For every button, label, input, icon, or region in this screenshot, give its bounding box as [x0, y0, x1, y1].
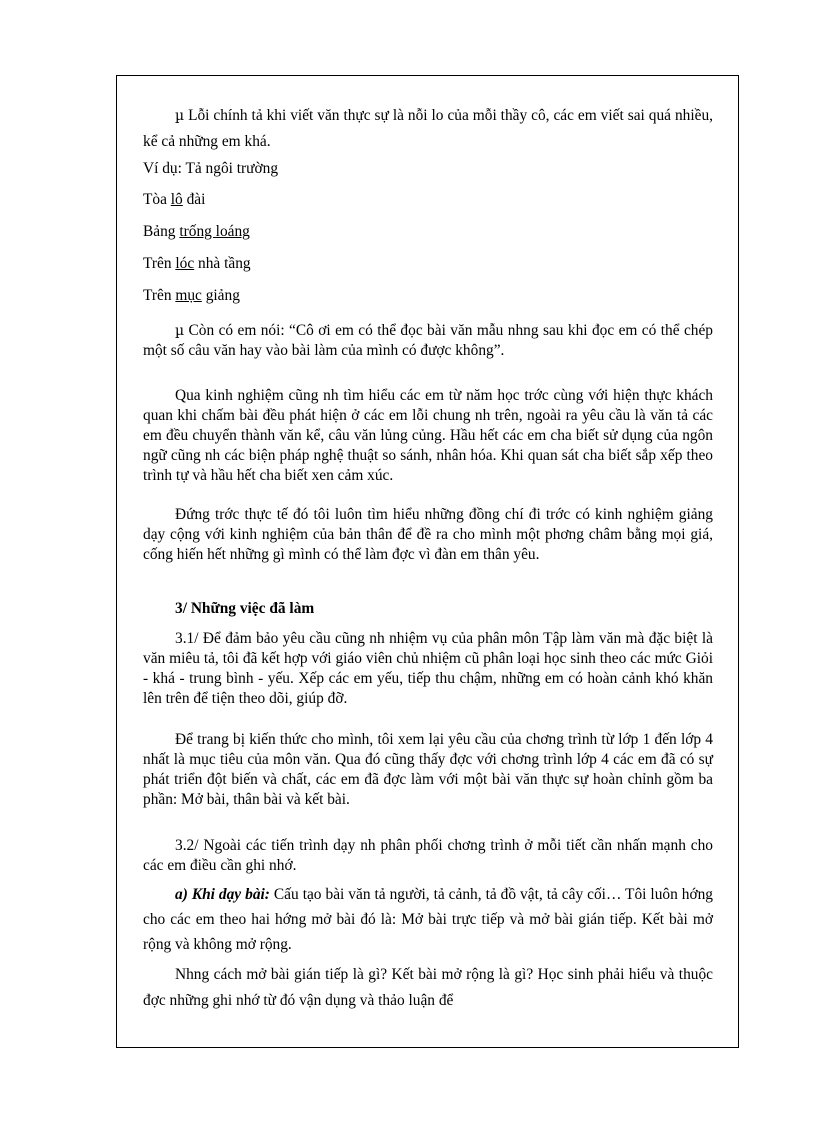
- bullet-symbol: µ: [175, 323, 185, 339]
- example-line-3: Trên lóc nhà tầng: [143, 255, 251, 272]
- teaching-label: a) Khi dạy bài:: [175, 886, 270, 903]
- misspelled-word: mục: [175, 287, 202, 304]
- example-line-4: Trên mục giảng: [143, 287, 240, 304]
- bullet-symbol: µ: [175, 108, 185, 124]
- paragraph-teaching: [143, 882, 713, 957]
- paragraph-text: Còn có em nói: “Cô ơi em có thể đọc bài văn mẫu nhng sau khi đọc em có thể chép một số câu văn hay vào bài làm của mình có được không”.: [143, 322, 713, 359]
- paragraph-3-1: 3.1/ Để đảm bảo yêu cầu cũng nh nhiệm vụ của phân môn Tập làm văn mà đặc biệt là văn miêu tả, tôi đã kết hợp với giáo viên chủ nhiệm cũ phân loại học sinh theo các mức Giỏi - khá - trung bình - yếu. Xếp các em yếu, tiếp thu chậm, những em có hoàn cảnh khó khăn lên trên để tiện theo dõi, giúp đỡ.: [143, 630, 713, 707]
- example-label: Ví dụ: Tả ngôi trường: [143, 160, 279, 177]
- paragraph-curriculum: Để trang bị kiến thức cho mình, tôi xem lại yêu cầu của chơng trình từ lớp 1 đến lớp 4 nhất là mục tiêu của môn văn. Qua đó cũng thấy đợc với chơng trình lớp 4 các em đã có sự phát triển đột biến và chất, các em đã đợc làm với một bài văn thực sự hoàn chỉnh gồm ba phần: Mở bài, thân bài và kết bài.: [143, 731, 713, 808]
- section-heading: 3/ Những việc đã làm: [175, 600, 315, 617]
- example-line-2: Bảng trống loáng: [143, 223, 250, 240]
- paragraph-text: Cấu tạo bài văn tả người, tả cảnh, tả đồ vật, tả cây cối… Tôi luôn hớng cho các em theo hai hớng mở bài đó là: Mở bài trực tiếp và mở bài gián tiếp. Kết bài mở rộng và không mở rộng.: [143, 886, 714, 953]
- misspelled-word: trống loáng: [179, 223, 250, 240]
- misspelled-word: lóc: [175, 255, 195, 272]
- example-line-1: Tòa lô đài: [143, 191, 206, 208]
- paragraph-text: Lỗi chính tả khi viết văn thực sự là nỗi lo của mỗi thầy cô, các em viết sai quá nhiều, kể cả những em khá.: [143, 107, 713, 150]
- misspelled-word: lô: [170, 191, 183, 208]
- paragraph-facing-reality: Đứng trớc thực tế đó tôi luôn tìm hiểu những đồng chí đi trớc có kinh nghiệm giảng dạy cộng với kinh nghiệm của bản thân để đề ra cho mình một phơng châm bằng mọi giá, cống hiến hết những gì mình có thể làm đợc vì đàn em thân yêu.: [143, 506, 713, 563]
- paragraph-indirect-opening: Nhng cách mở bài gián tiếp là gì? Kết bài mở rộng là gì? Học sinh phải hiểu và thuộc đợc những ghi nhớ từ đó vận dụng và thảo luận để: [143, 966, 713, 1009]
- paragraph-sample-essay: [143, 321, 713, 361]
- paragraph-3-2: 3.2/ Ngoài các tiến trình dạy nh phân phối chơng trình ở mỗi tiết cần nhấn mạnh cho các em điều cần ghi nhớ.: [143, 837, 713, 874]
- paragraph-spelling-errors: [143, 103, 713, 155]
- paragraph-experience: Qua kinh nghiệm cũng nh tìm hiểu các em từ năm học trớc cùng với hiện thực khách quan khi chấm bài đều phát hiện ở các em lỗi chung nh trên, ngoài ra yêu cầu là văn tả các em đều chuyển thành văn kể, câu văn lủng củng. Hầu hết các em cha biết sử dụng của ngôn ngữ cũng nh các biện pháp nghệ thuật so sánh, nhân hóa. Khi quan sát cha biết sắp xếp theo trình tự và hầu hết cha biết xen cảm xúc.: [143, 387, 713, 484]
